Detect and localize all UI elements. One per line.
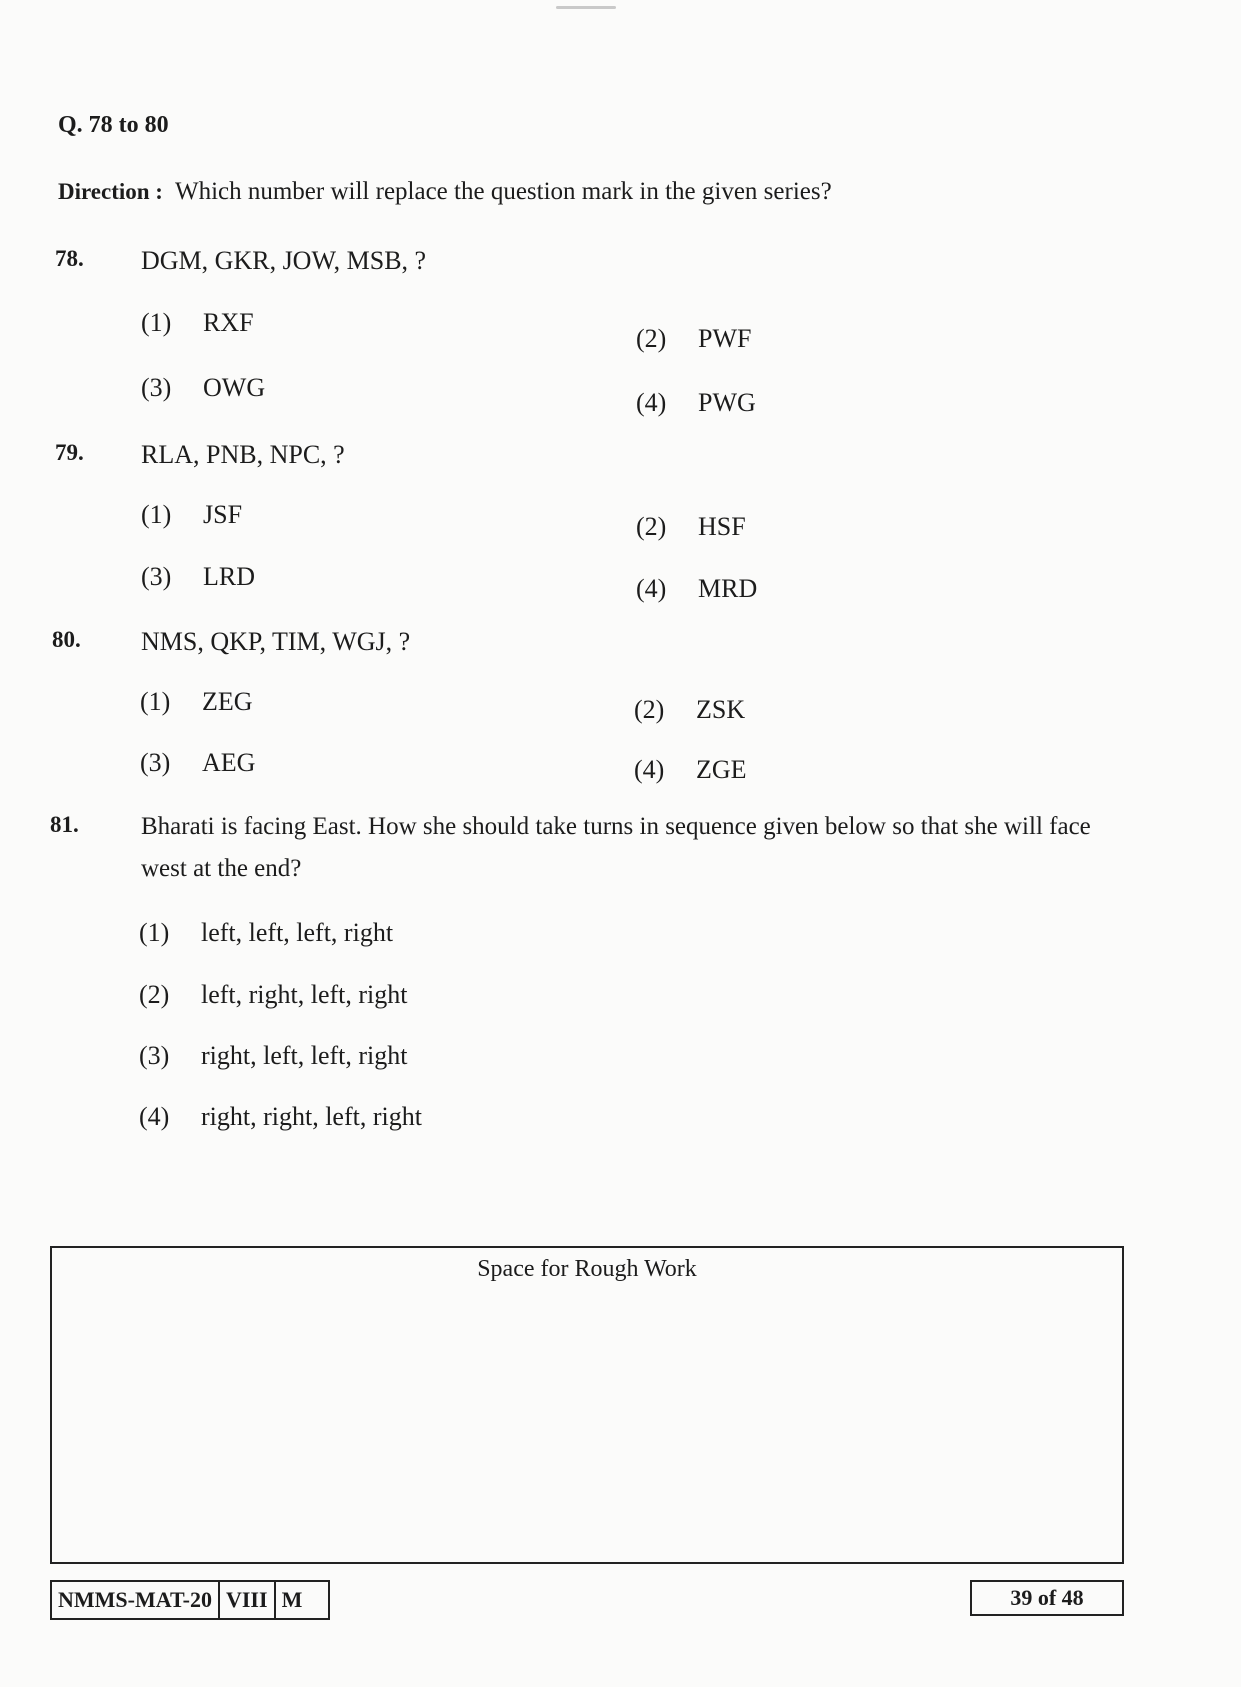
option-number: (4) (636, 388, 667, 417)
q81-option-2[interactable] (139, 980, 408, 1010)
option-number: (2) (636, 324, 667, 353)
option-text: ZGE (696, 755, 747, 784)
question-80-number: 80. (52, 627, 81, 652)
q78-option-3[interactable] (141, 373, 265, 403)
option-text: ZEG (202, 687, 253, 716)
question-79-number: 79. (55, 440, 84, 465)
option-number: (1) (139, 918, 170, 947)
scan-smudge (556, 6, 616, 9)
option-number: (1) (140, 687, 171, 716)
option-text: MRD (698, 574, 758, 603)
rough-work-label: Space for Rough Work (477, 1256, 697, 1282)
option-text: LRD (203, 562, 255, 591)
q81-option-1[interactable] (139, 918, 393, 948)
paper-medium: M (281, 1587, 303, 1612)
direction-label: Direction : (58, 179, 163, 204)
option-text: RXF (203, 308, 254, 337)
option-text: JSF (203, 500, 243, 529)
q79-option-3[interactable] (141, 562, 255, 592)
option-text: left, right, left, right (201, 980, 408, 1009)
question-78-text: DGM, GKR, JOW, MSB, ? (141, 246, 427, 275)
q80-option-3[interactable] (140, 748, 255, 778)
option-text: ZSK (696, 695, 746, 724)
q78-option-2[interactable] (636, 324, 751, 354)
option-number: (4) (634, 755, 665, 784)
direction-text: Which number will replace the question mark in the given series? (174, 178, 832, 205)
option-number: (1) (141, 308, 172, 337)
option-text: right, left, left, right (201, 1041, 408, 1070)
q78-option-4[interactable] (636, 388, 756, 418)
paper-code-box (50, 1580, 330, 1620)
option-number: (2) (634, 695, 665, 724)
option-text: left, left, left, right (201, 918, 394, 947)
option-text: HSF (698, 512, 746, 541)
option-number: (2) (139, 980, 170, 1009)
q80-option-4[interactable] (634, 755, 747, 785)
section-range-title: Q. 78 to 80 (58, 112, 169, 138)
q79-option-2[interactable] (636, 512, 746, 542)
paper-code: NMMS-MAT-20 (52, 1582, 220, 1618)
question-81-number: 81. (50, 812, 79, 837)
option-text: PWG (698, 388, 756, 417)
question-81-text: Bharati is facing East. How she should take turns in sequence given below so that she will face west at the end? (141, 813, 1091, 882)
q78-option-1[interactable] (141, 308, 254, 338)
q79-option-4[interactable] (636, 574, 757, 604)
option-number: (3) (141, 373, 172, 402)
option-number: (4) (139, 1102, 170, 1131)
q80-option-1[interactable] (140, 687, 253, 717)
rough-work-box (50, 1246, 1124, 1564)
option-text: AEG (202, 748, 256, 777)
question-79-text: RLA, PNB, NPC, ? (141, 440, 345, 469)
q79-option-1[interactable] (141, 500, 242, 530)
question-78-number: 78. (55, 246, 84, 271)
option-number: (3) (140, 748, 171, 777)
option-number: (3) (139, 1041, 170, 1070)
paper-class: VIII (220, 1582, 276, 1618)
option-text: right, right, left, right (201, 1102, 422, 1131)
direction-line (58, 178, 832, 206)
page-indicator: 39 of 48 (970, 1580, 1124, 1616)
q81-option-4[interactable] (139, 1102, 422, 1132)
option-text: OWG (203, 373, 266, 402)
question-80-text: NMS, QKP, TIM, WGJ, ? (141, 627, 411, 656)
option-number: (4) (636, 574, 667, 603)
option-number: (2) (636, 512, 667, 541)
option-number: (1) (141, 500, 172, 529)
option-number: (3) (141, 562, 172, 591)
q81-option-3[interactable] (139, 1041, 408, 1071)
q80-option-2[interactable] (634, 695, 745, 725)
option-text: PWF (698, 324, 752, 353)
